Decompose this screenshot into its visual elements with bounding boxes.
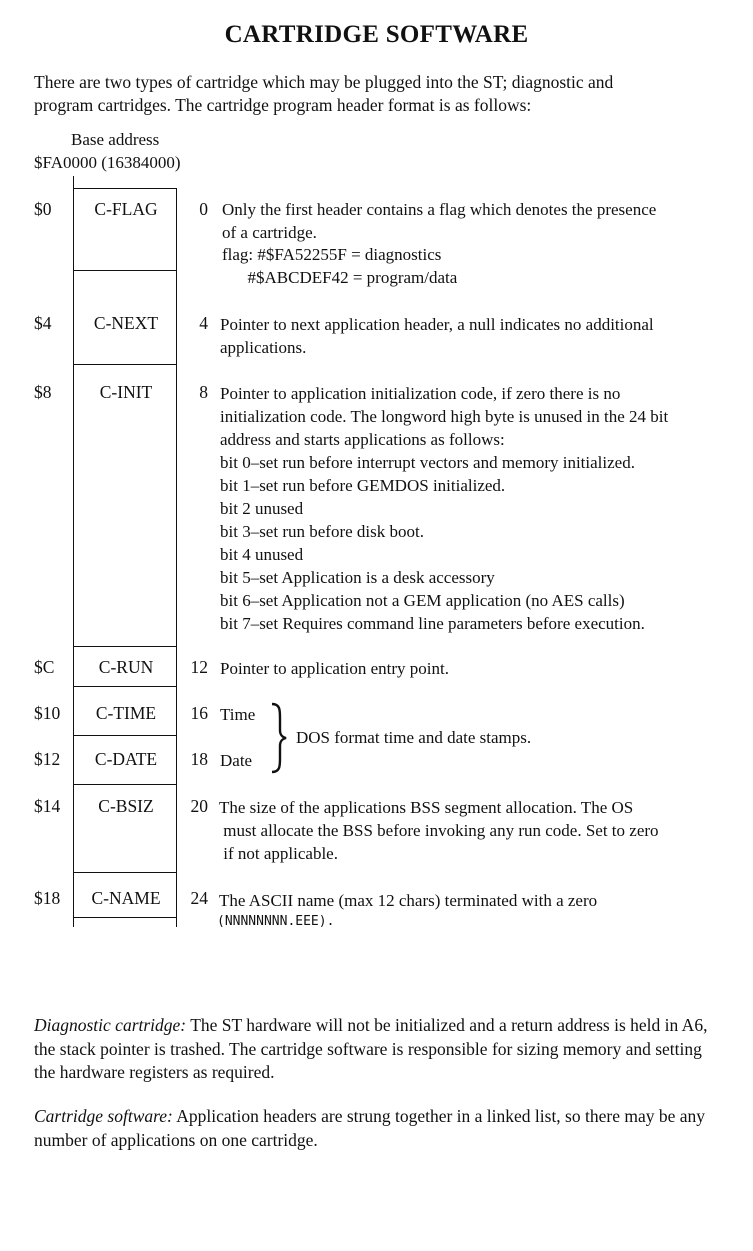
name-format: (NNNNNNNN.EEE). [217, 914, 335, 929]
note-text: The ST hardware will not be initialized and a return address is held in A6, the stack pointer is trashed. The cartridge software is responsible for sizing memory and setting the hardware registers as required. [34, 1015, 708, 1082]
field-description: address and starts applications as follows: [220, 430, 505, 449]
field-name: C-NEXT [93, 313, 159, 333]
field-byte-offset: 8 [199, 382, 208, 402]
field-description: initialization code. The longword high byte is unused in the 24 bit [220, 407, 669, 426]
field-name: C-INIT [99, 382, 153, 402]
page-title: CARTRIDGE SOFTWARE [224, 21, 529, 48]
note-label: Cartridge software: [34, 1106, 173, 1126]
field-description: Pointer to application initialization code, if zero there is no [220, 384, 621, 403]
field-byte-offset: 20 [190, 796, 208, 816]
field-description: bit 5–set Application is a desk accessory [220, 568, 495, 587]
diagram-divider [73, 784, 177, 785]
curly-brace-icon [268, 702, 290, 774]
field-offset: $8 [34, 382, 52, 402]
field-name: C-NAME [91, 888, 161, 908]
field-description: flag: #$FA52255F = diagnostics [222, 245, 442, 264]
field-description: of a cartridge. [222, 223, 317, 242]
field-offset: $10 [34, 703, 61, 723]
diagram-divider [73, 917, 177, 918]
field-name: C-DATE [94, 749, 158, 769]
diagnostic-cartridge-note [34, 1014, 724, 1085]
field-offset: $18 [34, 888, 61, 908]
field-description: Pointer to next application header, a null indicates no additional [220, 315, 654, 334]
base-address-label: Base address [71, 130, 160, 149]
base-address-value: $FA0000 (16384000) [34, 153, 181, 172]
field-description: Only the first header contains a flag which denotes the presence [222, 200, 657, 219]
field-description: bit 2 unused [220, 499, 304, 518]
field-description: must allocate the BSS before invoking any run code. Set to zero [219, 821, 659, 840]
field-description: bit 7–set Requires command line parameters before execution. [220, 614, 645, 633]
diagram-divider [73, 646, 177, 647]
note-label: Diagnostic cartridge: [34, 1015, 187, 1035]
field-description: The size of the applications BSS segment allocation. The OS [219, 798, 634, 817]
field-description: #$ABCDEF42 = program/data [222, 268, 458, 287]
field-description: bit 1–set run before GEMDOS initialized. [220, 476, 506, 495]
field-description: if not applicable. [219, 844, 338, 863]
note-text: Application headers are strung together in a linked list, so there may be any number of applications on one cartridge. [34, 1106, 706, 1150]
diagram-divider [73, 364, 177, 365]
intro-line-1: There are two types of cartridge which may be plugged into the ST; diagnostic and [34, 72, 614, 92]
field-byte-offset: 0 [199, 199, 208, 219]
diagram-divider [73, 270, 177, 271]
field-description: bit 4 unused [220, 545, 304, 564]
field-name: C-TIME [95, 703, 157, 723]
field-byte-offset: 16 [190, 703, 208, 723]
field-offset: $4 [34, 313, 52, 333]
diagram-divider [73, 686, 177, 687]
field-byte-offset: 18 [190, 749, 208, 769]
field-name: C-BSIZ [98, 796, 154, 816]
field-offset: $14 [34, 796, 61, 816]
field-description: bit 3–set run before disk boot. [220, 522, 424, 541]
diagram-divider [73, 735, 177, 736]
diagram-divider [73, 872, 177, 873]
field-description: bit 0–set run before interrupt vectors and memory initialized. [220, 453, 635, 472]
field-name: C-RUN [98, 657, 154, 677]
field-byte-offset: 4 [199, 313, 208, 333]
cartridge-software-note [34, 1105, 724, 1152]
field-offset: $C [34, 657, 55, 677]
field-name: C-FLAG [94, 199, 158, 219]
diagram-divider [73, 188, 177, 189]
intro-line-2: program cartridges. The cartridge program header format is as follows: [34, 95, 532, 115]
field-byte-offset: 24 [190, 888, 208, 908]
field-description: Time [220, 705, 256, 724]
time-date-note: DOS format time and date stamps. [296, 728, 532, 747]
field-description: The ASCII name (max 12 chars) terminated with a zero [219, 891, 598, 910]
field-offset: $12 [34, 749, 61, 769]
field-description: applications. [220, 338, 307, 357]
field-byte-offset: 12 [190, 657, 208, 677]
field-description: Pointer to application entry point. [220, 659, 449, 678]
field-description: Date [220, 751, 253, 770]
field-description: bit 6–set Application not a GEM application (no AES calls) [220, 591, 625, 610]
field-offset: $0 [34, 199, 52, 219]
